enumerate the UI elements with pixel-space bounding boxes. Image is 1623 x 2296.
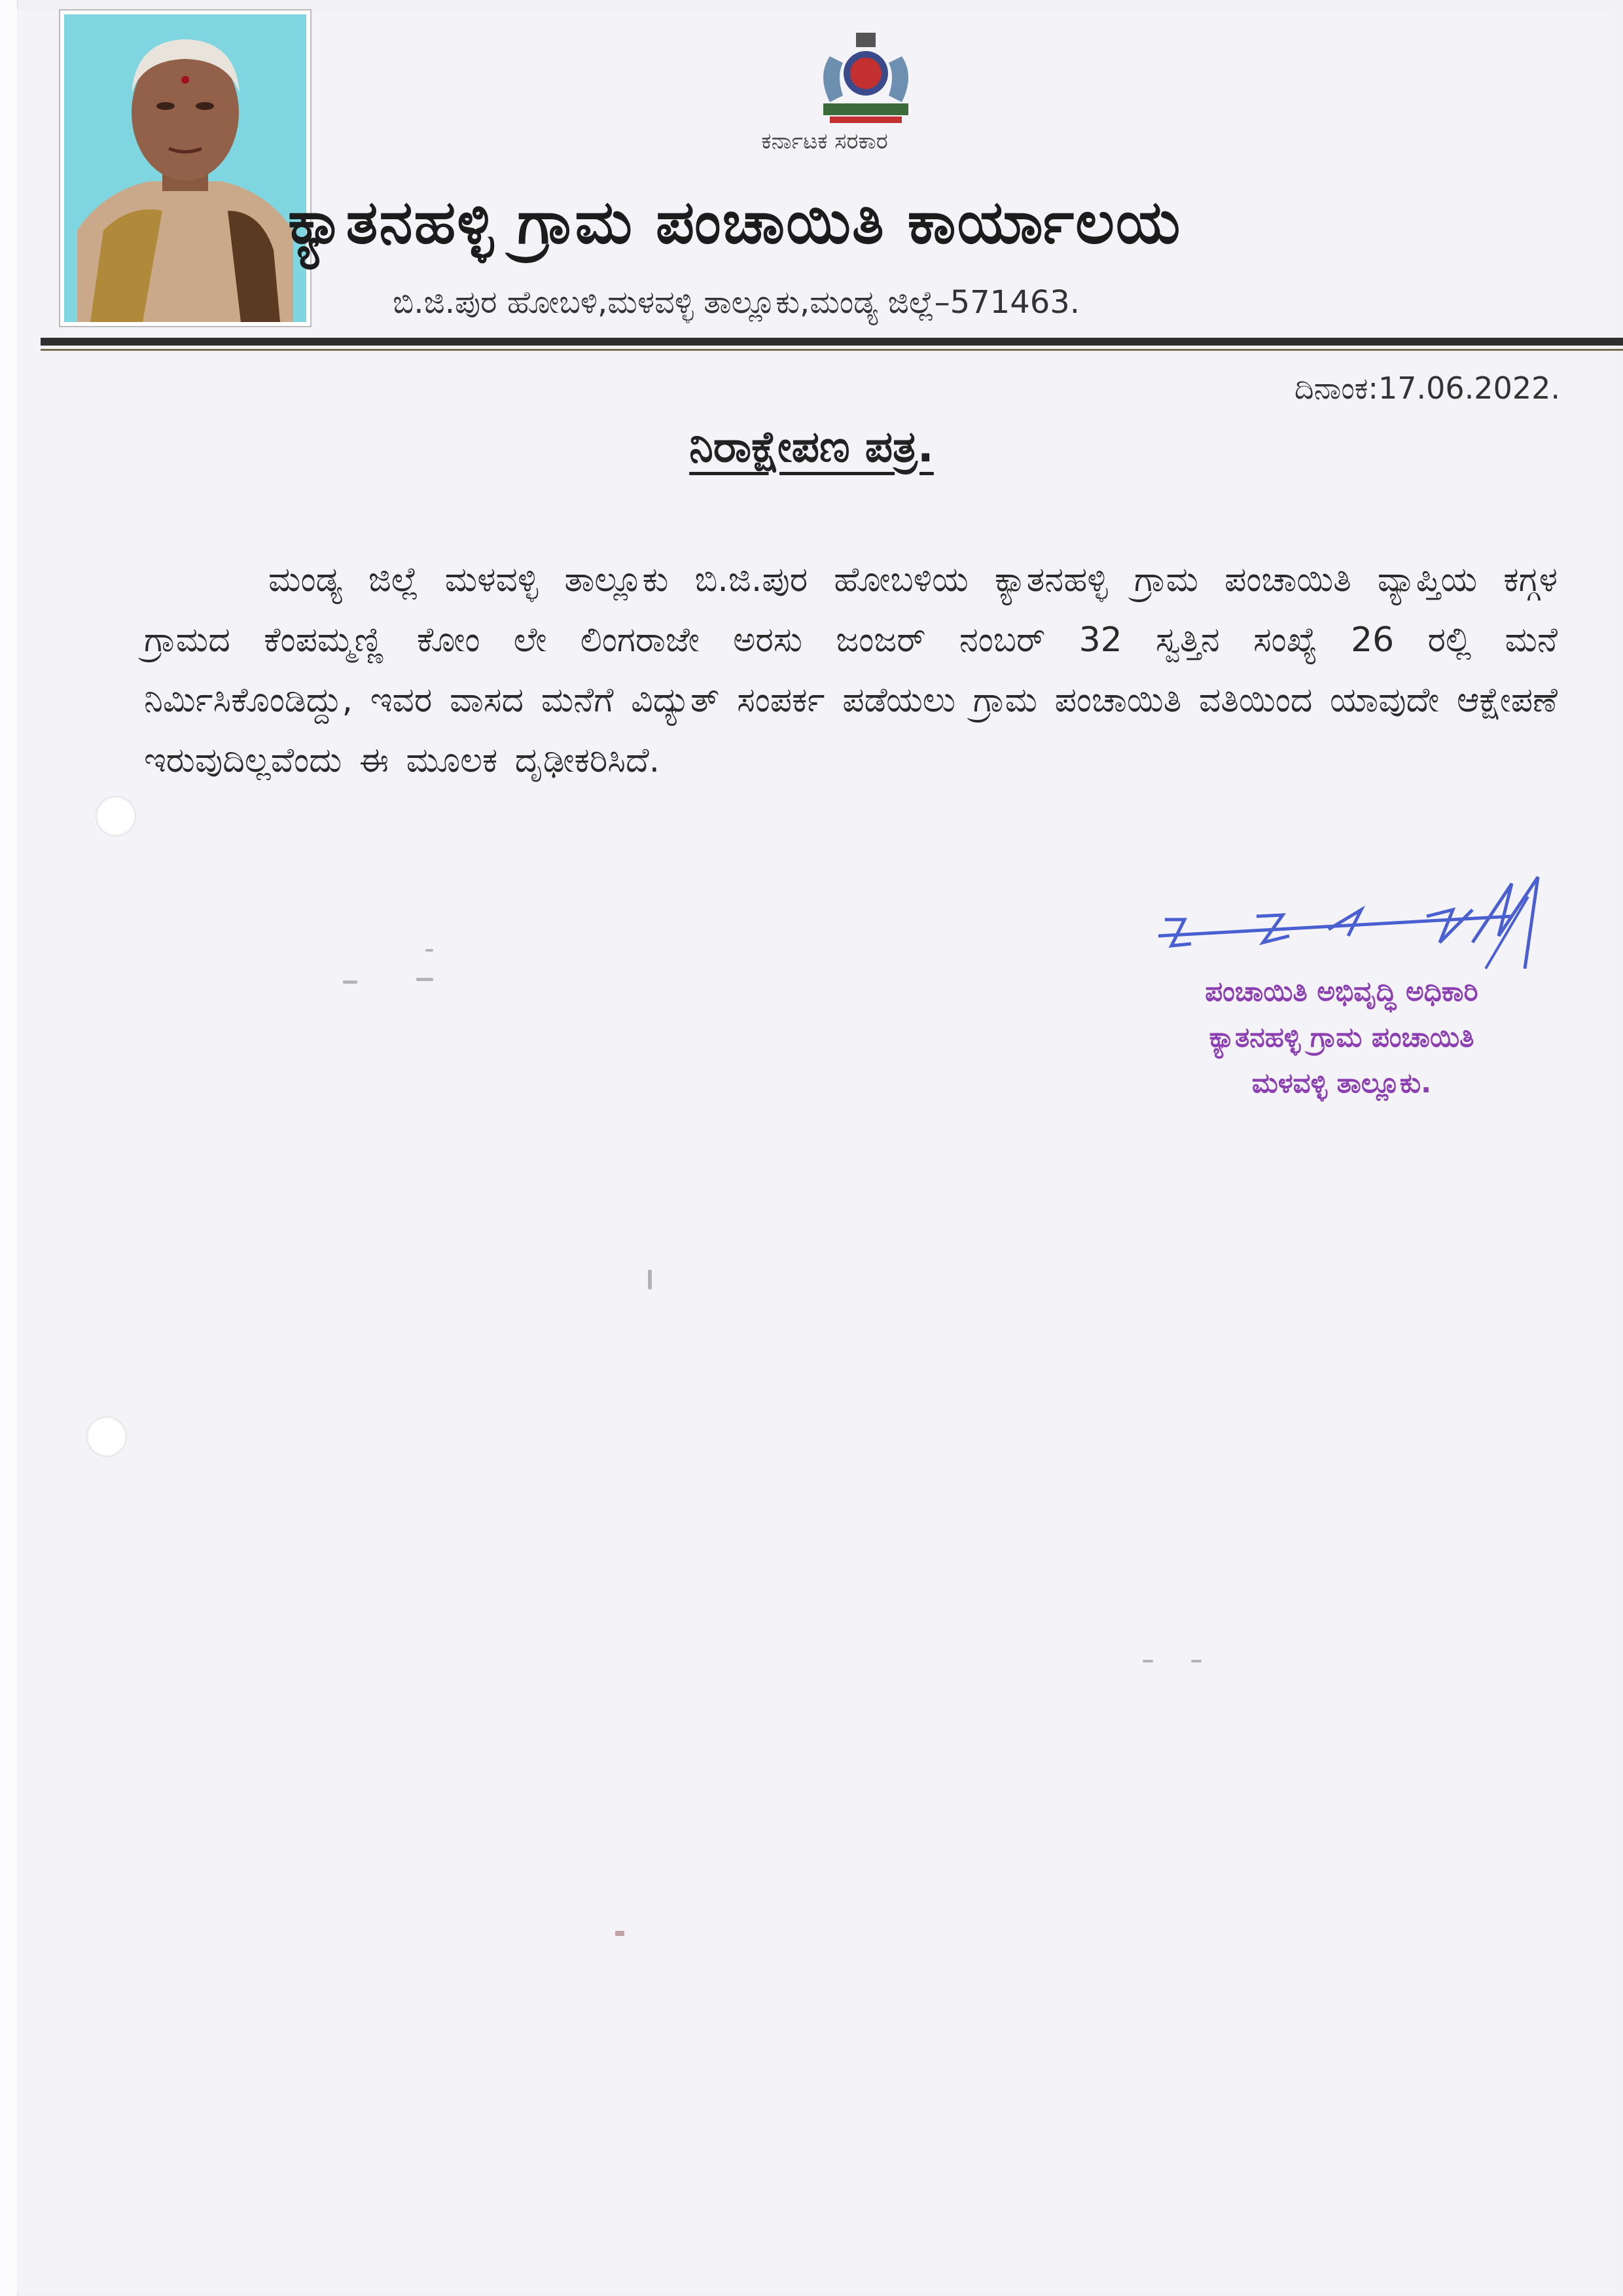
document-title — [0, 422, 1623, 473]
paper-speck — [615, 1931, 624, 1936]
seal-line-taluk: ಮಳವಳ್ಳಿ ತಾಲ್ಲೂಕು. — [1251, 1067, 1432, 1099]
document-title-text: ನಿರಾಕ್ಷೇಪಣ ಪತ್ರ. — [689, 422, 934, 472]
karnataka-emblem-icon — [810, 30, 921, 128]
office-address: ಬಿ.ಜಿ.ಪುರ ಹೋಬಳಿ,ಮಳವಳ್ಳಿ ತಾಲ್ಲೂಕು,ಮಂಡ್ಯ ಜಿಲ್ಲೆ–571463. — [393, 284, 1080, 321]
paper-speck — [425, 949, 433, 952]
document-date — [1294, 370, 1560, 407]
date-label: ದಿನಾಂಕ: — [1294, 370, 1378, 406]
paper-speck — [648, 1270, 652, 1289]
seal-line-designation: ಪಂಚಾಯಿತಿ ಅಭಿವೃದ್ಧಿ ಅಧಿಕಾರಿ — [1205, 975, 1478, 1007]
office-title: ಕ್ಯಾತನಹಳ್ಳಿ ಗ್ರಾಮ ಪಂಚಾಯಿತಿ ಕಾರ್ಯಾಲಯ — [288, 187, 1182, 257]
punch-hole — [86, 1416, 127, 1457]
office-seal — [1126, 969, 1558, 1106]
header-divider — [41, 338, 1623, 346]
punch-hole — [96, 796, 136, 836]
date-value: 17.06.2022. — [1378, 370, 1560, 406]
government-name: ಕರ್ನಾಟಕ ಸರಕಾರ — [761, 128, 888, 154]
paper-speck — [343, 980, 357, 984]
document-page — [17, 9, 1615, 2292]
paper-speck — [1143, 1660, 1153, 1662]
header-divider-thin — [41, 349, 1623, 351]
signature-block — [1126, 870, 1558, 1113]
document-body: ಮಂಡ್ಯ ಜಿಲ್ಲೆ ಮಳವಳ್ಳಿ ತಾಲ್ಲೂಕು ಬಿ.ಜಿ.ಪುರ ಹೋಬಳಿಯ ಕ್ಯಾತನಹಳ್ಳಿ ಗ್ರಾಮ ಪಂಚಾಯಿತಿ ವ್ಯಾಪ್ತಿಯ ಕಗ್ಗಳ ಗ್ರಾಮದ ಕೆಂಪಮ್ಮಣ್ಣಿ ಕೋಂ ಲೇ ಲಿಂಗರಾಜೇ ಅರಸು ಜಂಜರ್ ನಂಬರ್ 32 ಸ್ವತ್ತಿನ ಸಂಖ್ಯೆ 26 ರಲ್ಲಿ ಮನೆ ನಿರ್ಮಿಸಿಕೊಂಡಿದ್ದು, ಇವರ ವಾಸದ ಮನೆಗೆ ವಿದ್ಯುತ್ ಸಂಪರ್ಕ ಪಡೆಯಲು ಗ್ರಾಮ ಪಂಚಾಯಿತಿ ವತಿಯಿಂದ ಯಾವುದೇ ಆಕ್ಷೇಪಣೆ ಇರುವುದಿಲ್ಲವೆಂದು ಈ ಮೂಲಕ ದೃಢೀಕರಿಸಿದೆ. — [144, 560, 1558, 780]
paper-speck — [416, 978, 433, 981]
page-left-edge — [0, 0, 18, 2296]
applicant-photo — [60, 10, 310, 326]
paper-speck — [1191, 1660, 1202, 1662]
seal-line-office: ಕ್ಯಾತನಹಳ್ಳಿ ಗ್ರಾಮ ಪಂಚಾಯಿತಿ — [1209, 1021, 1474, 1053]
